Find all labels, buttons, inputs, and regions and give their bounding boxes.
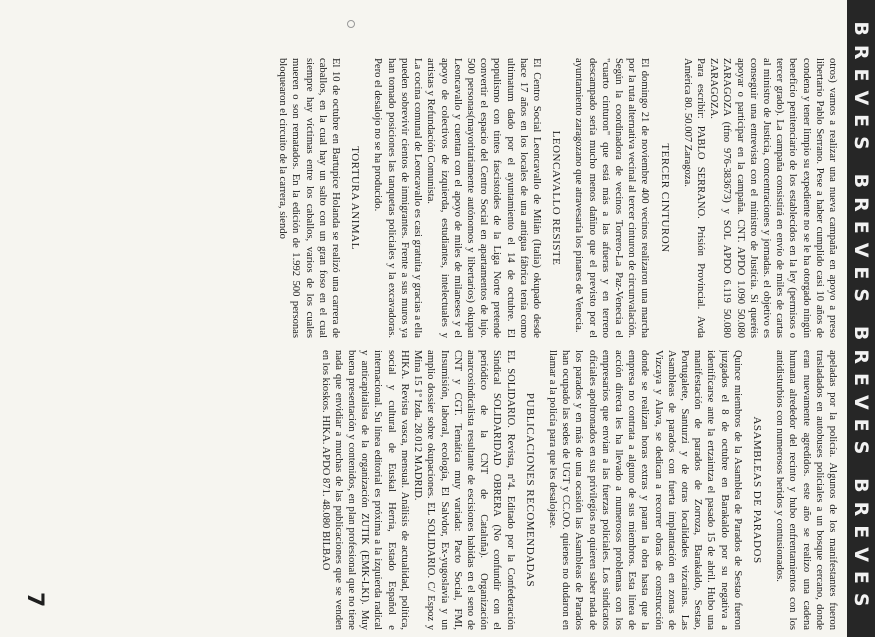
banner-word: BREVES: [850, 325, 872, 464]
paragraph: El Centro Social Leoncavallo de Milán (Italia) okupado desde hace 17 años en los locales de una antigua fábrica tenía como ultimatum dado por el ayuntamiento el 14 de octubre. El populismo con tintes fascistoides de la Liga Norte pretende convertir el espacio del Centro Social en apartamentos de lujo. 500 personas(mayoritariamente autónomos y libertarios) okupan Leoncavallo y cuentan con el apoyo de miles de milaneses y el apoyo de colectivos de izquierda, estudiantes, intelectuales y artistas y Refundación Comunista.: [425, 58, 542, 338]
banner-word: BREVES: [850, 478, 872, 616]
punch-hole-mark: [347, 20, 355, 28]
section-title: LEONCAVALLO RESISTE: [550, 130, 563, 266]
column-left: [9, 58, 839, 338]
paragraph: El 10 de octubre en Bartupice Holanda se realizó una carrera de caballos, en la cual hay un salto con un gran foso en el cual siempre hay víctimas entre los caballos, varios de los cuales mueren o son rematados. En la edición de 1.992 500 personas bloquearon el circuito de la carrera, siendo: [277, 58, 342, 338]
paragraph: Para escribir: PABLO SERRANO. Prisión Provincial. Avda América 80. 50.007 Zaragoza.: [681, 58, 706, 338]
column-right: [9, 350, 839, 630]
article-columns: [9, 58, 839, 630]
breves-banner: [847, 0, 875, 637]
paragraph: apeladas por la policía. Algunos de los manifestantes fueron trasladados en autobuses policiales a un bosque cercano, donde eran nuevamente agredidos. este año se realizo una cadena humana alrededor del recinto y hubo enfrentamientos con los antidisturbios con numerosos heridos y contusionados.: [774, 350, 838, 630]
section-title: ASAMBLEAS DE PARADOS: [750, 416, 763, 564]
paragraph: La cocina comunal de Leoncavallo es casi gratuita y gracias a ella pueden sobrevivir cientos de inmigrantes. Frente a sus muros ya han tomado posiciones las tanquetas policiales y la excavadoras. Pero el desalojo no se ha producido.: [372, 58, 424, 338]
paragraph: El domingo 21 de noviembre 400 vecinos realizaron una marcha por la ruta alternativa vecinal al tercer cinturon de circunvalación. Según la coordinadora de vecinos Torrero-La Paz-Venecia el "cuarto cinturon" que está más a las afueras y en terreno descampado sería mucho menos dañino que el previsto por el ayuntamiento zaragozano que atravesaría los pinares de Venecia.: [573, 58, 651, 338]
banner-word: BREVES: [850, 21, 872, 159]
section-title: TERCER CINTURON: [658, 143, 671, 253]
paragraph: otros) vamos a realizar una nueva campaña en apoyo a preso libertario Pablo Serrano. Pese a haber cumplido casi 10 años de condena y tener limpio su expediente no se le ha otorgado ningún beneficio penitenciario de los establecidos en la ley (permisos o tercer grado). La campaña consistirá en envío de miles de cartas al ministro de Justicia, concentraciones y jornadas. el objetivo es conseguir una entrevista con el ministro de Justicia. Si queréis apoyar o participar en la campaña. CNT. APDO 1.090 50.080 ZARAGOZA (tfno 976-383673) y SOL APDO 6.119 50.080 ZARAGOZA.: [708, 58, 838, 338]
paragraph: HIKA. Revista vasca, mensual. Análisis de actualidad, política, social y cultural de Euskal Herria, Estado Español e internacional. Su línea editorial es próxima a la izquierda radical y anticapitalista de la organización ZUTIK (EMK-LKI). Muy buena presentación y contenidos, en plan profesional que no tiene nada que envidiar a muchas de las publicaciones que se venden en los kioskos. HIKA. APDO 871. 48.080 BILBAO: [319, 350, 410, 630]
section-title: TORTURA ANIMAL: [349, 146, 362, 250]
banner-word: BREVES: [850, 173, 872, 312]
paragraph: Quince miembros de la Asamblea de Parados de Sestao fueron juzgados el 8 de octubre en Barakaldo por su negativa a identificarse ante la ertzaintza el pasado 15 de abril. Hubo una manifestación de parados de Zorroza, Barakaldo, Sestao, Portugalete, Santurzi y de otras localidades vizcainas. Las Asambleas de parados con fuerta implantación en zonas de Vizcaya y Alava, se dedican a recorrer obras de construcción donde se realizan horas extras y paran la obra hasta que la empresa no contrata a alguno de sus miembros. Esta línea de acción directa les ha llevado a numerosos problemas con los empresarios que envian a las fuerzas policiales. Los sindicatos oficiales apoltronados en sus privilegios no quieren saber nada de los parados y en más de una ocasión las Asambleas de Parados han ocupado las sedes de UGT y CC.OO. quienes no dudaron en llamar a la policía para que les desalojase.: [546, 350, 743, 630]
section-title: PUBLICACIONES RECOMENDADAS: [523, 392, 536, 588]
page-number: 7: [22, 592, 47, 608]
paragraph: EL SOLIDARIO. Revista, nº4. Editado por la Confederación Sindical SOLIDARIDAD OBRERA (No confundir con el periódico de la CNT de Cataluña). Organización anarcosindicalista resultante de escisiones habidas en el seno de CNT y CGT. Temática muy variada: Pacto Social, FMI, Insumisión, laboral, ecología, El Salvdor, Ex-yugoslavia y un amplio dossier sobre okupaciones. EL SOLIDARIO. C/ Espoz y Mina 15 1º Izda. 28.012 MADRID.: [412, 350, 516, 630]
